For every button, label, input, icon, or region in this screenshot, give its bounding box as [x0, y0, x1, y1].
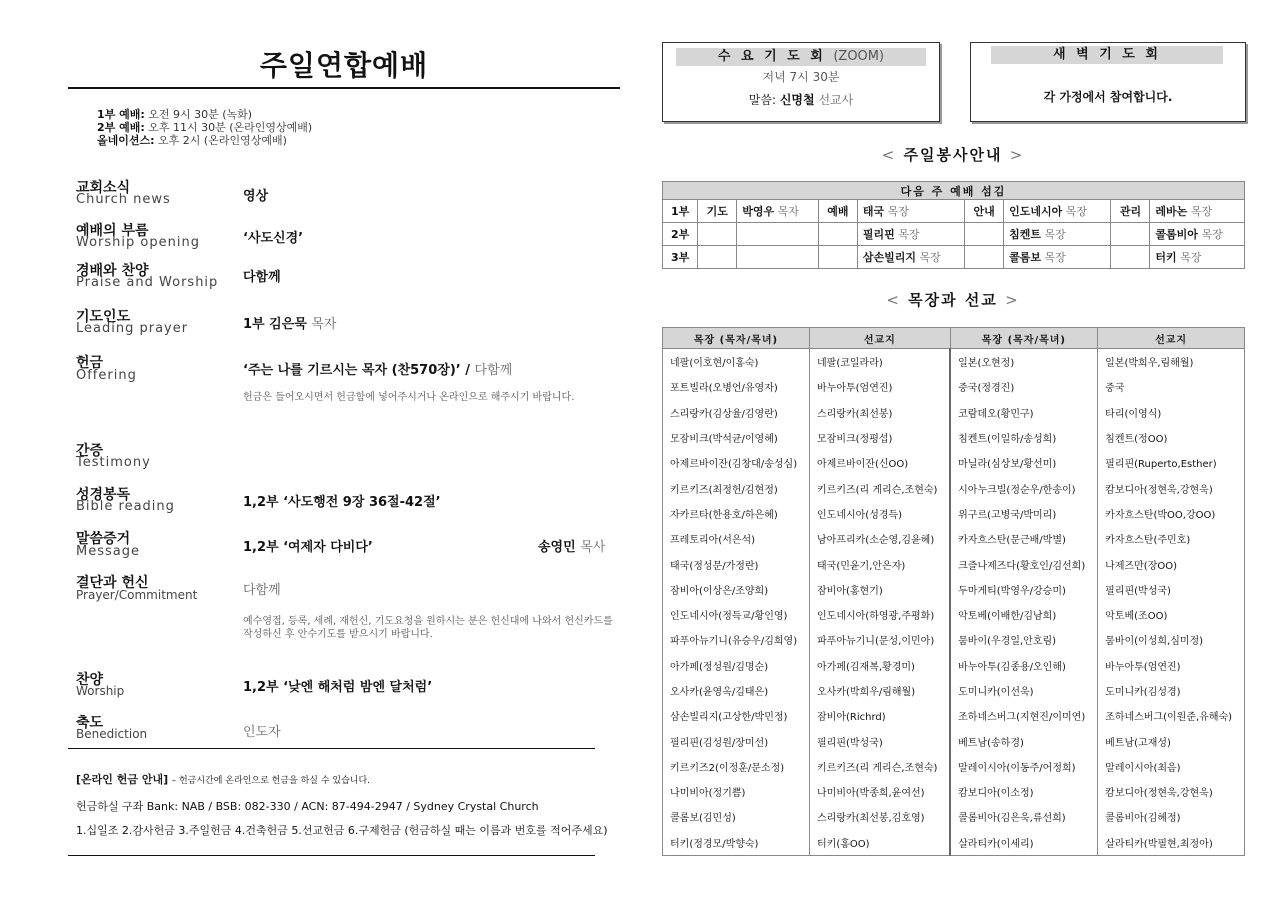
wednesday-title: 수 요 기 도 회 — [717, 49, 826, 64]
cell-mission-field: 캄보디아(정현욱,강현욱) — [1098, 779, 1245, 804]
table-row — [663, 246, 1245, 269]
commitment-title: 결단과 헌신 — [76, 575, 149, 591]
cell-group: 조하네스버그(지현진/이미연) — [950, 703, 1098, 728]
cell-group: 말레이시아(이동주/어정희) — [950, 754, 1098, 779]
cell-mission-field: 스리랑카(최선봉,김호영) — [810, 804, 951, 829]
missions-table — [662, 327, 1245, 856]
serve-role: 목장 — [919, 251, 941, 264]
empty-cell — [1111, 223, 1150, 246]
cell-mission-field: 파푸아뉴기니(문성,이민아) — [810, 627, 951, 652]
cell-mission-field: 키르키즈(리 게리슨,조현숙) — [810, 475, 951, 500]
cell-group: 카자흐스탄(문근배/박별) — [950, 526, 1098, 551]
hymn-value: 1,2부 ‘낮엔 해처럼 밤엔 달처럼’ — [243, 680, 433, 695]
serve-role: 목자 — [777, 205, 799, 218]
cell-group: 터키(정경모/박향숙) — [663, 830, 810, 856]
prayer-role: 목자 — [311, 317, 337, 332]
cell-mission-field: 아제르바이잔(신OO) — [810, 450, 951, 475]
serve-role: 목장 — [1180, 251, 1202, 264]
serve-role: 목장 — [1044, 251, 1066, 264]
cell-group: 뭄바이(우경일,안호림) — [950, 627, 1098, 652]
serve-name: 박영우 — [742, 205, 775, 218]
serve-cell — [857, 223, 964, 246]
empty-cell — [965, 246, 1004, 269]
cell-mission-field: 네팔(코일라라) — [810, 349, 951, 375]
empty-cell — [698, 246, 737, 269]
cell-group: 아제르바이잔(김창대/송성심) — [663, 450, 810, 475]
empty-cell — [818, 223, 857, 246]
commitment-note: 예수영접, 등록, 세례, 재헌신, 기도요청을 원하시는 분은 헌신대에 나와서 헌신카드를 작성하신 후 안수기도를 받으시기 바랍니다. — [243, 616, 613, 640]
table-row — [663, 754, 1245, 779]
offering-who: 다함께 — [474, 363, 513, 378]
page-title: 주일연합예배 — [259, 49, 429, 82]
cell-group: 파푸아뉴기니(유승우/김희영) — [663, 627, 810, 652]
cell-group: 중국(정경진) — [950, 374, 1098, 399]
wednesday-speaker-role: 선교사 — [818, 93, 854, 107]
cell-mission-field: 침켄트(정OO) — [1098, 425, 1245, 450]
cell-mission-field: 키르키즈(리 게리슨,조현숙) — [810, 754, 951, 779]
cell-mission-field: 말레이시아(최음) — [1098, 754, 1245, 779]
serve-cell — [1004, 246, 1111, 269]
offering-title: 헌금 — [76, 355, 104, 371]
dawn-prayer-text: 각 가정에서 참여합니다. — [1043, 90, 1173, 104]
empty-cell — [1111, 246, 1150, 269]
cell-group: 콜롬비아(김은욱,류선희) — [950, 804, 1098, 829]
serve-name: 콜롬보 — [1009, 251, 1042, 264]
table-row — [663, 804, 1245, 829]
cell-group: 두마게티(박영우/강승미) — [950, 577, 1098, 602]
praise-title: 경배와 찬양 — [76, 263, 149, 279]
cell-group: 캄보디아(이소정) — [950, 779, 1098, 804]
cell-mission-field: 타리(이영식) — [1098, 400, 1245, 425]
praise-value: 다함께 — [243, 270, 281, 285]
prayer-title: 기도인도 — [76, 309, 131, 325]
cell-mission-field: 카자흐스탄(박OO,강OO) — [1098, 501, 1245, 526]
hymn-subtitle: Worship — [76, 684, 125, 698]
empty-cell — [737, 246, 819, 269]
table-row — [663, 653, 1245, 678]
schedule-label: 1부 예배: — [97, 108, 145, 121]
title-divider — [68, 87, 620, 89]
service-label: 2부 — [663, 223, 698, 246]
cell-mission-field: 중국 — [1098, 374, 1245, 399]
table-row — [663, 577, 1245, 602]
role-label: 예배 — [818, 200, 857, 223]
column-header: 목장 (목자/목녀) — [663, 328, 810, 349]
commitment-subtitle: Prayer/Commitment — [76, 588, 198, 602]
opening-value: ‘사도신경’ — [243, 231, 304, 246]
online-offering-account: 헌금하실 구좌 Bank: NAB / BSB: 082-330 / ACN: 87-494-2947 / Sydney Crystal Church — [76, 800, 539, 813]
serve-name: 삼손빌리지 — [862, 251, 917, 264]
missions-title-text: 목장과 선교 — [908, 291, 998, 309]
service-label: 3부 — [663, 246, 698, 269]
serve-cell — [1004, 200, 1111, 223]
benediction-title: 축도 — [76, 715, 104, 731]
cell-group: 나미비아(정기쁨) — [663, 779, 810, 804]
cell-mission-field: 카자흐스탄(주민호) — [1098, 526, 1245, 551]
cell-mission-field: 스리랑카(최선봉) — [810, 400, 951, 425]
cell-mission-field: 캄보디아(정현욱,강현욱) — [1098, 475, 1245, 500]
cell-group: 키르키즈(최정헌/김현정) — [663, 475, 810, 500]
testimony-subtitle: Testimony — [76, 455, 151, 470]
serve-header: 다음 주 예배 섬김 — [663, 182, 1245, 200]
serve-name: 콜롬비아 — [1155, 228, 1198, 241]
serve-title-text: 주일봉사안내 — [903, 146, 1003, 164]
table-row — [663, 526, 1245, 551]
cell-group: 네팔(이호현/이홍숙) — [663, 349, 810, 375]
cell-mission-field: 나미비아(박종희,윤여선) — [810, 779, 951, 804]
schedule-label: 올네이션스: — [97, 134, 155, 147]
cell-mission-field: 터키(홍OO) — [810, 830, 951, 856]
cell-group: 잠비아(이상은/조양희) — [663, 577, 810, 602]
speaker-label: 말씀: — [748, 93, 776, 107]
cell-group: 스리랑카(김상율/김영란) — [663, 400, 810, 425]
serve-role: 목장 — [898, 228, 920, 241]
schedule-value: 오후 11시 30분 (온라인영상예배) — [148, 121, 313, 134]
cell-group: 콜롬보(김민성) — [663, 804, 810, 829]
benediction-value: 인도자 — [243, 725, 281, 740]
cell-group: 태국(정성문/가정란) — [663, 551, 810, 576]
cell-mission-field: 남아프리카(소순영,김윤혜) — [810, 526, 951, 551]
cell-group: 위구르(고병국/박미리) — [950, 501, 1098, 526]
empty-cell — [965, 223, 1004, 246]
cell-group: 아가페(정성원/김명순) — [663, 653, 810, 678]
news-value: 영상 — [243, 189, 269, 204]
online-offering-title: [온라인 헌금 안내] — [76, 773, 169, 786]
news-title: 교회소식 — [76, 180, 131, 196]
wednesday-speaker-name: 신명철 — [779, 93, 815, 107]
message-subtitle: Message — [76, 544, 140, 559]
reading-subtitle: Bible reading — [76, 499, 175, 514]
cell-mission-field: 잠비아(Richrd) — [810, 703, 951, 728]
schedule-3 — [97, 134, 287, 147]
serve-name: 태국 — [862, 205, 885, 218]
serve-cell — [1150, 223, 1245, 246]
cell-group: 마닐라(심상보/황선미) — [950, 450, 1098, 475]
role-label: 관리 — [1111, 200, 1150, 223]
empty-cell — [818, 246, 857, 269]
cell-group: 침켄트(이일하/송성희) — [950, 425, 1098, 450]
cell-group: 일본(오현정) — [950, 349, 1098, 375]
cell-mission-field: 태국(민윤기,안은자) — [810, 551, 951, 576]
speaker-role: 목사 — [580, 540, 606, 555]
serve-role: 목장 — [1044, 228, 1066, 241]
cell-mission-field: 조하네스버그(이원준,유해숙) — [1098, 703, 1245, 728]
serve-table — [662, 181, 1245, 269]
cell-group: 크즐나제즈다(황호인/김선희) — [950, 551, 1098, 576]
prayer-subtitle: Leading prayer — [76, 321, 189, 336]
schedule-value: 오전 9시 30분 (녹화) — [148, 108, 253, 121]
hymn-title: 찬양 — [76, 672, 104, 688]
wednesday-prayer-header — [676, 48, 926, 66]
table-row — [663, 627, 1245, 652]
schedule-label: 2부 예배: — [97, 121, 145, 134]
role-label: 기도 — [698, 200, 737, 223]
serve-cell — [1004, 223, 1111, 246]
schedule-1 — [97, 108, 252, 121]
table-row — [663, 602, 1245, 627]
serve-cell — [737, 200, 819, 223]
table-row — [663, 551, 1245, 576]
missions-section-title: < 목장과 선교 > — [886, 291, 1020, 309]
opening-title: 예배의 부름 — [76, 223, 149, 239]
table-row — [663, 400, 1245, 425]
offering-divider-bottom — [68, 855, 595, 856]
online-offering-types: 1.십일조 2.감사헌금 3.주일헌금 4.건축헌금 5.선교헌금 6.구제헌금 (헌금하실 때는 이름과 번호를 적어주세요) — [76, 824, 608, 837]
schedule-value: 오후 2시 (온라인영상예배) — [158, 134, 287, 147]
serve-role: 목장 — [887, 205, 909, 218]
cell-mission-field: 살라티카(박필현,최정아) — [1098, 830, 1245, 856]
column-header: 선교지 — [810, 328, 951, 349]
reading-title: 성경봉독 — [76, 487, 131, 503]
serve-cell — [1150, 200, 1245, 223]
table-row — [663, 374, 1245, 399]
cell-mission-field: 필리핀(박성국) — [810, 728, 951, 753]
speaker-name: 송영민 — [538, 540, 576, 555]
cell-mission-field: 일본(박희우,림해월) — [1098, 349, 1245, 375]
table-row — [663, 450, 1245, 475]
cell-group: 시아누크빌(정순우/한송이) — [950, 475, 1098, 500]
serve-name: 침켄트 — [1009, 228, 1042, 241]
cell-mission-field: 뭄바이(이성희,심미정) — [1098, 627, 1245, 652]
cell-group: 인도네시아(정득교/황인영) — [663, 602, 810, 627]
testimony-title: 간증 — [76, 443, 104, 459]
cell-mission-field: 필리핀(박성국) — [1098, 577, 1245, 602]
cell-group: 필리핀(김성원/장미선) — [663, 728, 810, 753]
cell-mission-field: 잠비아(홍현기) — [810, 577, 951, 602]
serve-role: 목장 — [1190, 205, 1213, 218]
wednesday-speaker — [662, 91, 940, 108]
prayer-value — [243, 313, 336, 332]
table-row — [663, 200, 1245, 223]
cell-group: 바누아투(김종용/오인해) — [950, 653, 1098, 678]
cell-group: 키르키즈2(이정훈/문소정) — [663, 754, 810, 779]
table-row — [663, 728, 1245, 753]
schedule-2 — [97, 121, 312, 134]
table-row — [663, 475, 1245, 500]
offering-value — [243, 359, 512, 378]
serve-cell — [857, 246, 964, 269]
online-offering-desc: – 헌금시간에 온라인으로 헌금을 하실 수 있습니다. — [171, 776, 371, 786]
serve-name: 레바논 — [1155, 205, 1188, 218]
opening-subtitle: Worship opening — [76, 235, 200, 250]
table-row — [663, 425, 1245, 450]
table-row — [663, 703, 1245, 728]
online-offering-heading — [76, 771, 370, 787]
news-subtitle: Church news — [76, 192, 171, 207]
cell-mission-field: 필리핀(Ruperto,Esther) — [1098, 450, 1245, 475]
cell-mission-field: 모잠비크(정평섭) — [810, 425, 951, 450]
cell-mission-field: 오사카(박희우/림해월) — [810, 678, 951, 703]
offering-hymn: ‘주는 나를 기르시는 목자 (찬570장)’ / — [243, 363, 470, 378]
role-label: 안내 — [965, 200, 1004, 223]
offering-subtitle: Offering — [76, 368, 137, 383]
cell-group: 삼손빌리지(고상한/박민정) — [663, 703, 810, 728]
table-row — [663, 349, 1245, 375]
cell-mission-field: 콜롬비아(김혜정) — [1098, 804, 1245, 829]
message-speaker — [538, 536, 605, 555]
cell-group: 도미니카(이선욱) — [950, 678, 1098, 703]
serve-name: 필리핀 — [862, 228, 895, 241]
cell-group: 살라티카(이세리) — [950, 830, 1098, 856]
serve-role: 목장 — [1065, 205, 1088, 218]
column-header: 선교지 — [1098, 328, 1245, 349]
cell-mission-field: 바누아투(엄연진) — [810, 374, 951, 399]
table-row — [663, 501, 1245, 526]
service-label: 1부 — [663, 200, 698, 223]
serve-cell — [1150, 246, 1245, 269]
cell-group: 포트빌라(오병언/유영자) — [663, 374, 810, 399]
cell-mission-field: 도미니카(김성경) — [1098, 678, 1245, 703]
table-row — [663, 779, 1245, 804]
cell-mission-field: 악토베(조OO) — [1098, 602, 1245, 627]
cell-mission-field: 베트남(고재성) — [1098, 728, 1245, 753]
prayer-leader: 1부 김은묵 — [243, 317, 307, 332]
empty-cell — [737, 223, 819, 246]
offering-note: 헌금은 들어오시면서 헌금함에 넣어주시거나 온라인으로 해주시기 바랍니다. — [243, 392, 575, 403]
table-row — [663, 830, 1245, 856]
cell-mission-field: 인도네시아(하영광,주평화) — [810, 602, 951, 627]
serve-section-title: < 주일봉사안내 > — [881, 146, 1025, 164]
cell-group: 악토베(이배한/김남희) — [950, 602, 1098, 627]
message-title: 말씀증거 — [76, 531, 131, 547]
offering-divider-top — [68, 748, 595, 749]
cell-mission-field: 바누아투(엄연진) — [1098, 653, 1245, 678]
table-row — [663, 223, 1245, 246]
zoom-label: (ZOOM) — [833, 49, 885, 64]
cell-group: 오사카(윤영옥/김태은) — [663, 678, 810, 703]
cell-mission-field: 인도네시아(성경득) — [810, 501, 951, 526]
cell-group: 프레토리아(서은석) — [663, 526, 810, 551]
serve-cell — [857, 200, 964, 223]
table-row — [663, 678, 1245, 703]
reading-value: 1,2부 ‘사도행전 9장 36절-42절’ — [243, 495, 441, 510]
empty-cell — [698, 223, 737, 246]
column-header: 목장 (목자/목녀) — [950, 328, 1098, 349]
serve-role: 목장 — [1201, 228, 1223, 241]
praise-subtitle: Praise and Worship — [76, 275, 219, 290]
benediction-subtitle: Benediction — [76, 727, 148, 741]
cell-group: 자카르타(한용호/하은혜) — [663, 501, 810, 526]
cell-mission-field: 아가페(김재복,황경미) — [810, 653, 951, 678]
cell-mission-field: 나제즈만(장OO) — [1098, 551, 1245, 576]
cell-group: 모잠비크(박석균/이영혜) — [663, 425, 810, 450]
serve-name: 터키 — [1155, 251, 1177, 264]
serve-name: 인도네시아 — [1009, 205, 1063, 218]
cell-group: 베트남(송하경) — [950, 728, 1098, 753]
wednesday-time: 저녁 7시 30분 — [762, 70, 840, 84]
cell-group: 코람데오(황민구) — [950, 400, 1098, 425]
commitment-value: 다함께 — [243, 583, 281, 598]
message-value: 1,2부 ‘여제자 다비다’ — [243, 540, 373, 555]
dawn-prayer-header: 새 벽 기 도 회 — [991, 46, 1223, 64]
